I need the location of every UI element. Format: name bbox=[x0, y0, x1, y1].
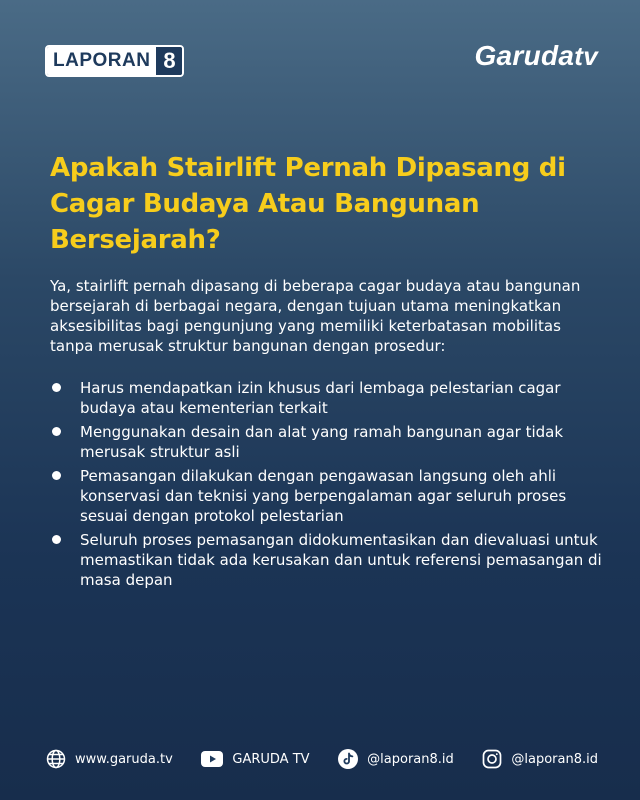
intro-paragraph: Ya, stairlift pernah dipasang di beberapa cagar budaya atau bangunan bersejarah di berbagai negara, dengan tujuan utama meningkatkan aksesibilitas bagi pengunjung yang memiliki keterbatasan mobilitas tanpa merusak struktur bangunan dengan prosedur: bbox=[50, 277, 581, 355]
garudatv-logo-main: Garuda bbox=[474, 40, 575, 71]
list-item-text: Pemasangan dilakukan dengan pengawasan langsung oleh ahli konservasi dan teknisi yang berpengalaman agar seluruh proses sesuai dengan protokol pelestarian bbox=[80, 467, 567, 525]
list-item-text: Harus mendapatkan izin khusus dari lembaga pelestarian cagar budaya atau kementerian terkait bbox=[80, 379, 561, 417]
laporan8-logo-word: LAPORAN bbox=[47, 47, 156, 75]
list-item-text: Menggunakan desain dan alat yang ramah bangunan agar tidak merusak struktur asli bbox=[80, 423, 564, 461]
footer-social-bar bbox=[46, 746, 598, 772]
procedure-list bbox=[50, 378, 610, 594]
footer-tiktok[interactable] bbox=[338, 749, 454, 769]
footer-youtube[interactable] bbox=[201, 751, 309, 767]
youtube-channel[interactable]: GARUDA TV bbox=[232, 751, 310, 767]
list-item bbox=[50, 422, 610, 462]
tiktok-icon bbox=[338, 749, 358, 769]
laporan8-logo bbox=[45, 45, 184, 77]
bullet-icon bbox=[52, 383, 61, 392]
list-item-text: Seluruh proses pemasangan didokumentasikan dan dievaluasi untuk memastikan tidak ada kerusakan dan untuk referensi pemasangan di masa depan bbox=[80, 531, 602, 589]
bullet-icon bbox=[52, 471, 61, 480]
list-item bbox=[50, 466, 610, 526]
footer-website[interactable] bbox=[46, 749, 173, 769]
bullet-icon bbox=[52, 535, 61, 544]
instagram-handle[interactable]: @laporan8.id bbox=[511, 751, 598, 767]
tiktok-handle[interactable]: @laporan8.id bbox=[367, 751, 454, 767]
website-link[interactable]: www.garuda.tv bbox=[75, 751, 173, 767]
bullet-icon bbox=[52, 427, 61, 436]
list-item bbox=[50, 378, 610, 418]
laporan8-logo-number: 8 bbox=[156, 47, 182, 75]
footer-instagram[interactable] bbox=[482, 749, 598, 769]
garudatv-logo bbox=[474, 40, 598, 72]
instagram-icon bbox=[482, 749, 502, 769]
globe-icon bbox=[46, 749, 66, 769]
youtube-icon bbox=[201, 751, 223, 767]
garudatv-logo-tv: tv bbox=[574, 41, 598, 71]
list-item bbox=[50, 530, 610, 590]
page-title: Apakah Stairlift Pernah Dipasang di Cagar Budaya Atau Bangunan Bersejarah? bbox=[50, 153, 566, 255]
